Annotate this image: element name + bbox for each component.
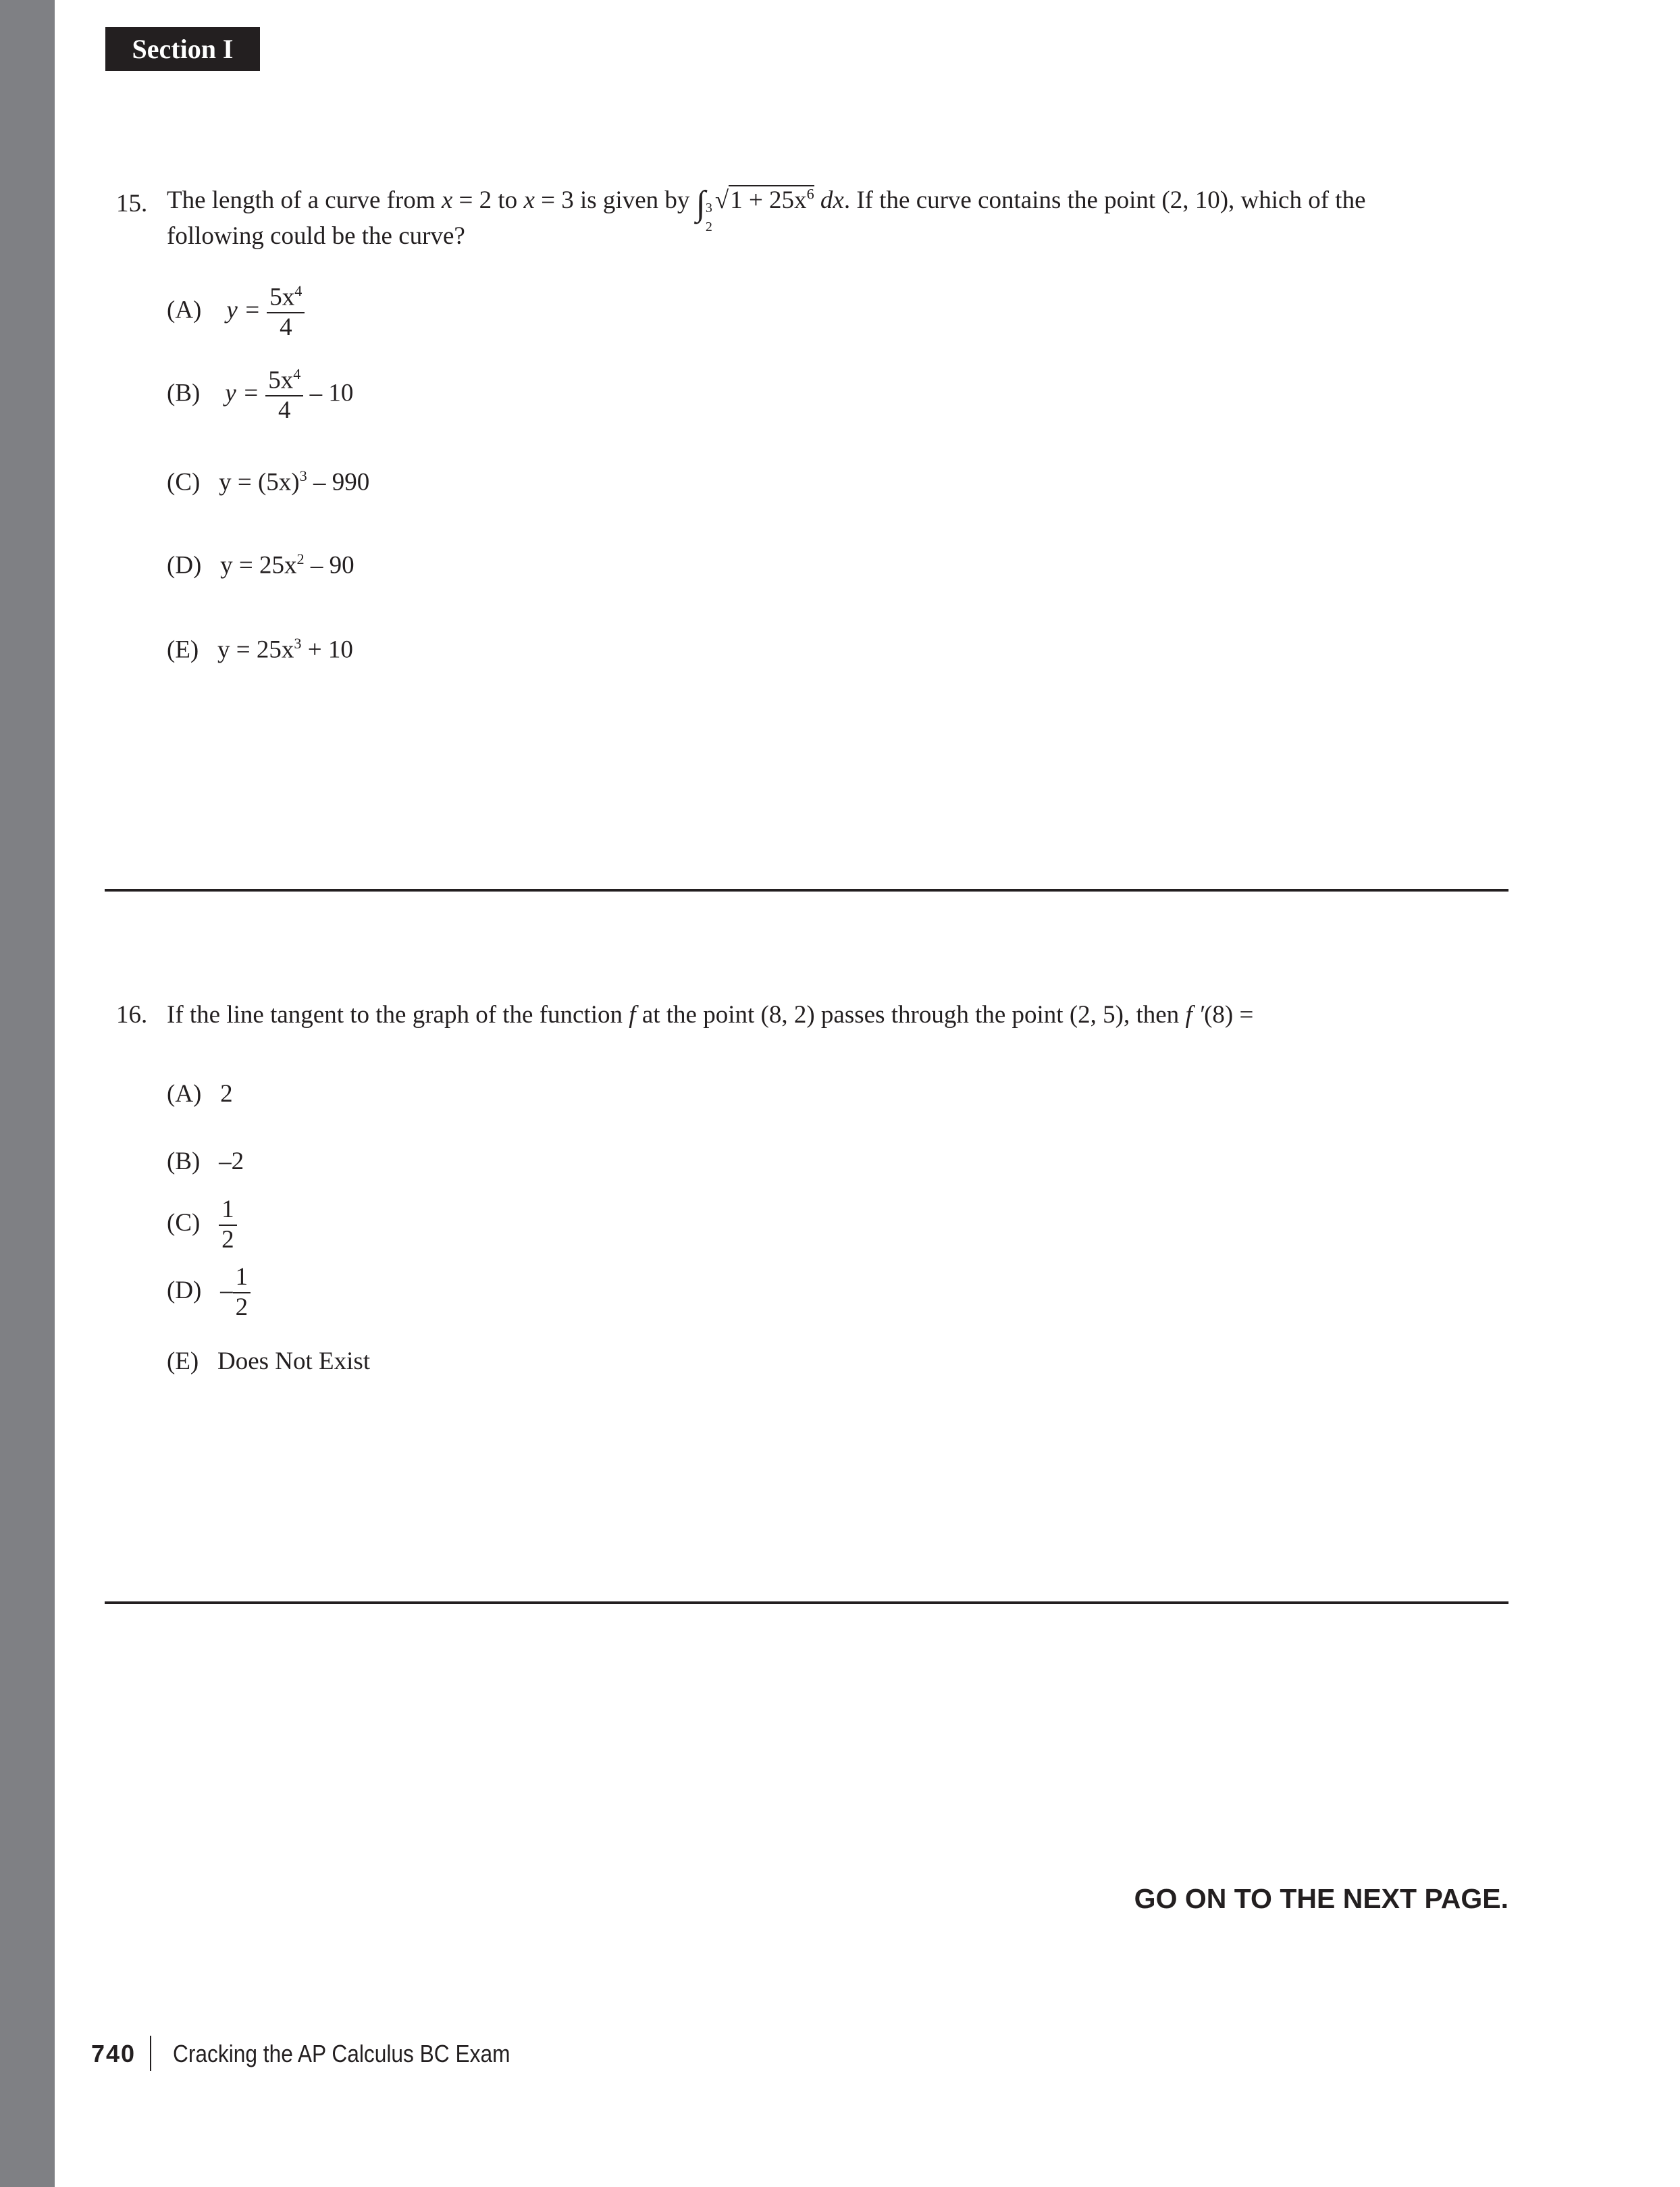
choice-16-e[interactable]: (E) Does Not Exist (167, 1347, 371, 1375)
choice-16-b[interactable]: (B) –2 (167, 1148, 244, 1175)
question-number: 15. (116, 190, 148, 217)
footer-separator (150, 2036, 151, 2071)
choice-16-c[interactable]: (C) $\frac{1}{2}$ (167, 1195, 237, 1254)
question-15-text: The length of a curve from x = 2 to x = 3 is given by ∫ 3 2 $√1 + 25x^6$ dx. If the curve contains the point (2, 10), which of the (167, 184, 1366, 234)
integrand: $1 + 25x^6$ (730, 185, 814, 214)
question-15-line2: following could be the curve? (167, 222, 465, 250)
section-label: Section I (105, 27, 260, 71)
choice-15-b[interactable]: (B) y = $\frac{5x^4}{4}$ – 10 (167, 365, 354, 424)
choice-15-e[interactable]: (E) $y = 25x^3 + 10$ (167, 635, 353, 664)
question-number: 16. (116, 1001, 148, 1029)
choice-16-a[interactable]: (A) 2 (167, 1080, 233, 1108)
choice-16-d[interactable]: (D) – $\frac{1}{2}$ (167, 1263, 251, 1322)
integral-sign: ∫ (695, 184, 706, 223)
choice-15-c[interactable]: (C) $y = (5x)^3 - 990$ (167, 467, 370, 496)
choice-15-d[interactable]: (D) $y = 25x^2 - 90$ (167, 550, 355, 580)
question-16-text: If the line tangent to the graph of the function f at the point (8, 2) passes through the point (2, 5), then f ′(8) = (167, 1001, 1254, 1029)
page-number: 740 (91, 2040, 136, 2067)
next-page-notice: GO ON TO THE NEXT PAGE. (1134, 1883, 1508, 1914)
divider (105, 1601, 1508, 1604)
sqrt-icon: √ (714, 186, 729, 214)
book-title: Cracking the AP Calculus BC Exam (173, 2040, 510, 2067)
choice-15-a[interactable]: (A) y = $\frac{5x^4}{4}$ (167, 282, 305, 342)
divider (105, 889, 1508, 892)
page-edge-bar (0, 0, 55, 2187)
